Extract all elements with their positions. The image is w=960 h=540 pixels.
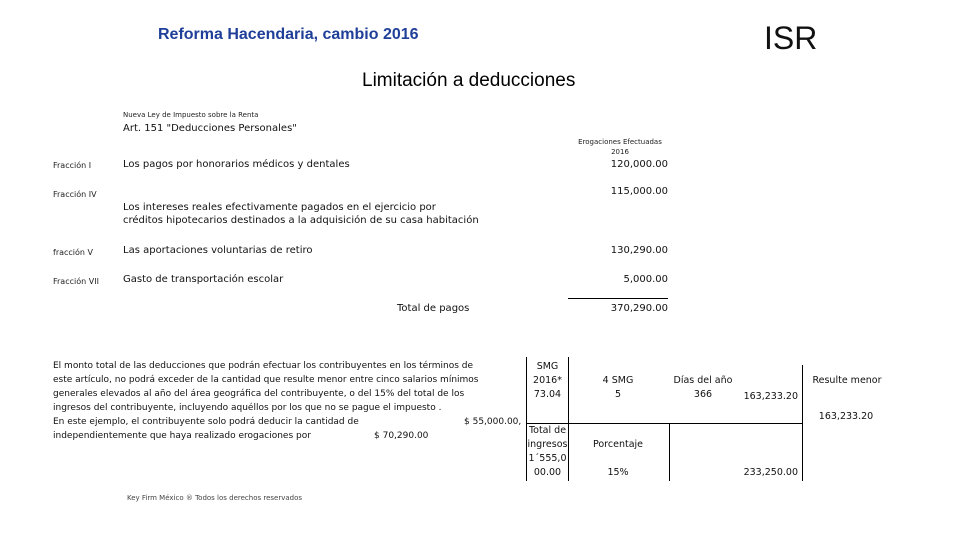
limit-pct-value: 233,250.00 bbox=[743, 467, 798, 478]
ingresos-value-cont: 00.00 bbox=[533, 467, 562, 478]
fraccion-label: Fracción VII bbox=[53, 277, 99, 286]
monto-value: 5,000.00 bbox=[623, 274, 668, 285]
grid-line bbox=[669, 423, 670, 481]
concepto-text-cont: créditos hipotecarios destinados a la adquisición de su casa habitación bbox=[123, 215, 479, 226]
total-label: Total de pagos bbox=[397, 303, 470, 314]
footer-copyright: Key Firm México ® Todos los derechos reservados bbox=[127, 494, 303, 502]
dias-value: 366 bbox=[693, 389, 713, 400]
grid-line bbox=[568, 357, 569, 481]
grid-line bbox=[802, 365, 803, 481]
grid-line bbox=[526, 423, 803, 424]
monto-value: 130,290.00 bbox=[610, 245, 668, 256]
resulte-menor-value: 163,233.20 bbox=[818, 411, 874, 422]
paragraph-line: generales elevados al año del área geográfica del contribuyente, o del 15% del total de los bbox=[53, 389, 465, 399]
slide-subtitle: Limitación a deducciones bbox=[362, 70, 576, 91]
paragraph-line: este artículo, no podrá exceder de la cantidad que resulte menor entre cinco salarios mínimos bbox=[53, 375, 479, 385]
fraccion-label: Fracción IV bbox=[53, 190, 97, 199]
erogaciones-year: 2016 bbox=[611, 148, 629, 156]
slide-title: Reforma Hacendaria, cambio 2016 bbox=[158, 26, 419, 43]
erogaciones-header: Erogaciones Efectuadas bbox=[578, 138, 662, 146]
resulte-menor-label: Resulte menor bbox=[812, 375, 882, 386]
law-article: Art. 151 "Deducciones Personales" bbox=[123, 123, 297, 134]
concepto-text: Los pagos por honorarios médicos y dentales bbox=[123, 159, 350, 170]
ingresos-label: Total de bbox=[528, 425, 567, 436]
paragraph-amount: $ 55,000.00, bbox=[464, 417, 522, 427]
smg-year: 2016* bbox=[533, 375, 562, 386]
paragraph-amount: $ 70,290.00 bbox=[374, 431, 429, 441]
law-name: Nueva Ley de Impuesto sobre la Renta bbox=[123, 111, 259, 119]
paragraph-line: El monto total de las deducciones que podrán efectuar los contribuyentes en los términos de bbox=[53, 361, 474, 371]
smg-value: 73.04 bbox=[533, 389, 562, 400]
smg-label: SMG bbox=[536, 361, 559, 372]
porcentaje-label: Porcentaje bbox=[592, 439, 644, 450]
ingresos-value: 1´555,0 bbox=[528, 453, 567, 464]
paragraph-line: ingresos del contribuyente, incluyendo aquéllos por los que no se pague el impuesto . bbox=[53, 403, 442, 413]
paragraph-line: independientemente que haya realizado erogaciones por bbox=[53, 431, 311, 441]
monto-value: 120,000.00 bbox=[610, 159, 668, 170]
ingresos-label-cont: ingresos bbox=[527, 439, 568, 450]
smg5-label: 4 SMG bbox=[602, 375, 634, 386]
concepto-text: Gasto de transportación escolar bbox=[123, 274, 284, 285]
dias-label: Días del año bbox=[673, 375, 733, 386]
paragraph-line: En este ejemplo, el contribuyente solo podrá deducir la cantidad de bbox=[53, 417, 359, 427]
concepto-text: Las aportaciones voluntarias de retiro bbox=[123, 245, 313, 256]
concepto-text: Los intereses reales efectivamente pagados en el ejercicio por bbox=[123, 202, 436, 213]
isr-label: ISR bbox=[764, 20, 818, 56]
monto-value: 115,000.00 bbox=[610, 186, 668, 197]
porcentaje-value: 15% bbox=[607, 467, 629, 478]
smg5-value: 5 bbox=[614, 389, 622, 400]
total-value: 370,290.00 bbox=[610, 303, 668, 314]
fraccion-label: Fracción I bbox=[53, 161, 92, 170]
fraccion-label: fracción V bbox=[53, 248, 94, 257]
limit-smg-value: 163,233.20 bbox=[743, 391, 798, 402]
total-rule bbox=[568, 298, 668, 299]
